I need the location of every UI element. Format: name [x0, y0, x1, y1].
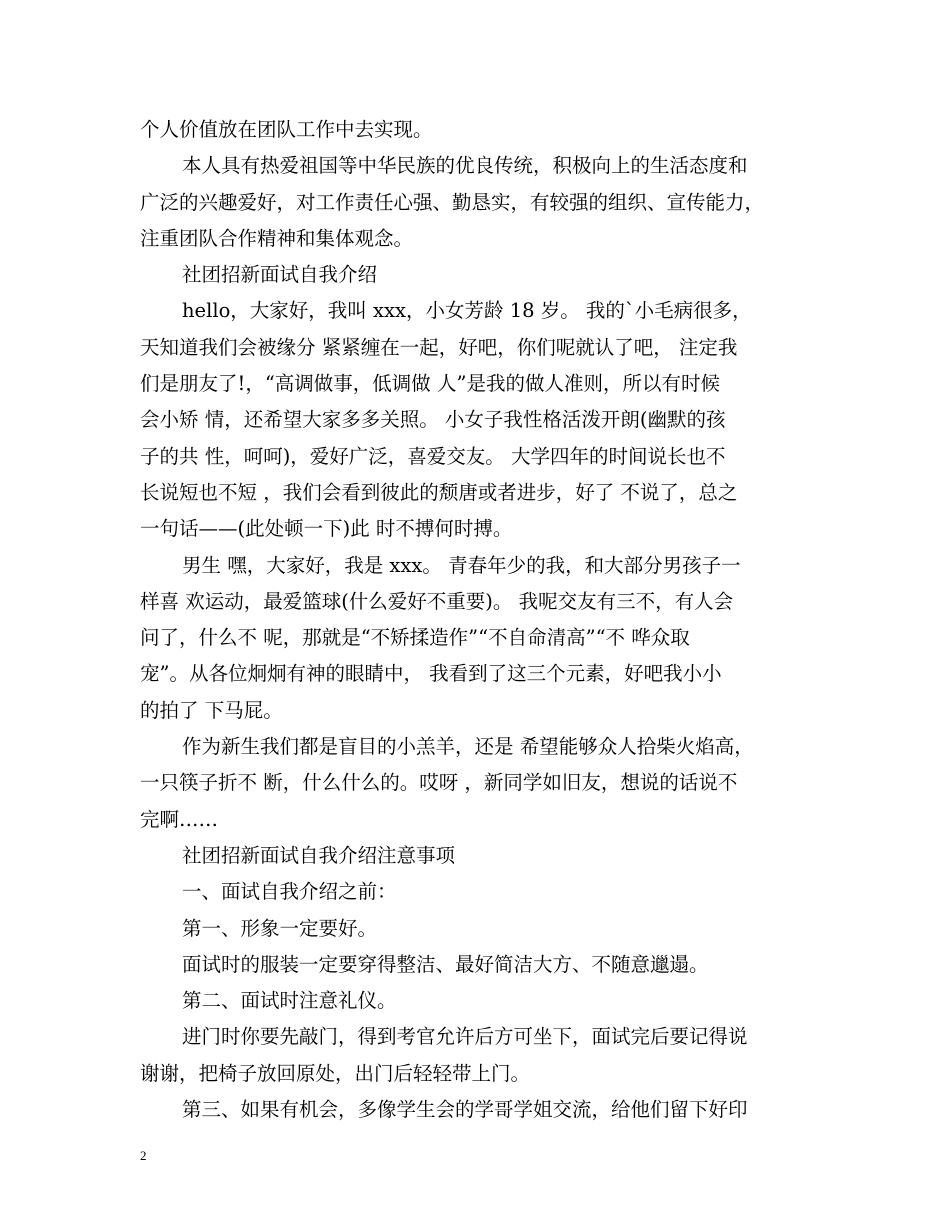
text-line: 宠”。从各位炯炯有神的眼睛中， 我看到了这三个元素，好吧我小小 [140, 662, 722, 686]
text-line: 第三、如果有机会，多像学生会的学哥学姐交流，给他们留下好印 [182, 1098, 748, 1122]
text-line: 长说短也不短 ，我们会看到彼此的颓唐或者进步，好了 不说了，总之 [140, 480, 738, 504]
text-line: 男生 嘿，大家好，我是 xxx。 青春年少的我，和大部分男孩子一 [182, 553, 741, 577]
text-line: 作为新生我们都是盲目的小羔羊，还是 希望能够众人拾柴火焰高， [182, 735, 754, 759]
text-line: 的拍了 下马屁。 [140, 698, 283, 722]
text-line: 子的共 性，呵呵)，爱好广泛，喜爱交友。 大学四年的时间说长也不 [140, 444, 726, 468]
text-line: 样喜 欢运动，最爱篮球(什么爱好不重要)。 我呢交友有三不，有人会 [140, 589, 734, 613]
text-line: 注重团队合作精神和集体观念。 [140, 226, 414, 250]
text-line: 谢谢，把椅子放回原处，出门后轻轻带上门。 [140, 1061, 531, 1085]
text-line: 个人价值放在团队工作中去实现。 [140, 118, 433, 141]
text-line: 一只筷子折不 断，什么什么的。哎呀 ，新同学如旧友，想说的话说不 [140, 771, 738, 795]
text-line: 们是朋友了!，“高调做事，低调做 人”是我的做人准则，所以有时候 [140, 372, 720, 396]
text-line: 社团招新面试自我介绍 [182, 263, 378, 287]
text-line: 社团招新面试自我介绍注意事项 [182, 843, 456, 867]
text-line: 问了，什么不 呢，那就是“不矫揉造作”“不自命清高”“不 哗众取 [140, 626, 690, 650]
text-line: 第二、面试时注意礼仪。 [182, 989, 397, 1013]
text-line: 完啊…… [140, 807, 219, 831]
text-line: 会小矫 情，还希望大家多多关照。 小女子我性格活泼开朗(幽默的孩 [140, 408, 726, 432]
text-line: 第一、形象一定要好。 [182, 916, 378, 940]
text-line: 面试时的服装一定要穿得整洁、最好简洁大方、不随意邋遢。 [182, 952, 709, 976]
text-line: 本人具有热爱祖国等中华民族的优良传统，积极向上的生活态度和 [182, 154, 748, 178]
text-line: 天知道我们会被缘分 紧紧缠在一起，好吧，你们呢就认了吧， 注定我 [140, 335, 738, 359]
text-line: 广泛的兴趣爱好，对工作责任心强、勤恳实，有较强的组织、宣传能力， [140, 190, 765, 214]
text-line: 进门时你要先敲门，得到考官允许后方可坐下，面试完后要记得说 [182, 1025, 748, 1049]
text-line: 一句话——(此处顿一下)此 时不搏何时搏。 [140, 517, 513, 541]
text-line: 一、面试自我介绍之前： [182, 880, 397, 904]
page-number: 2 [140, 1148, 147, 1163]
document-body [140, 112, 820, 1128]
text-line: hello，大家好，我叫 xxx，小女芳龄 18 岁。 我的`小毛病很多， [182, 299, 752, 323]
